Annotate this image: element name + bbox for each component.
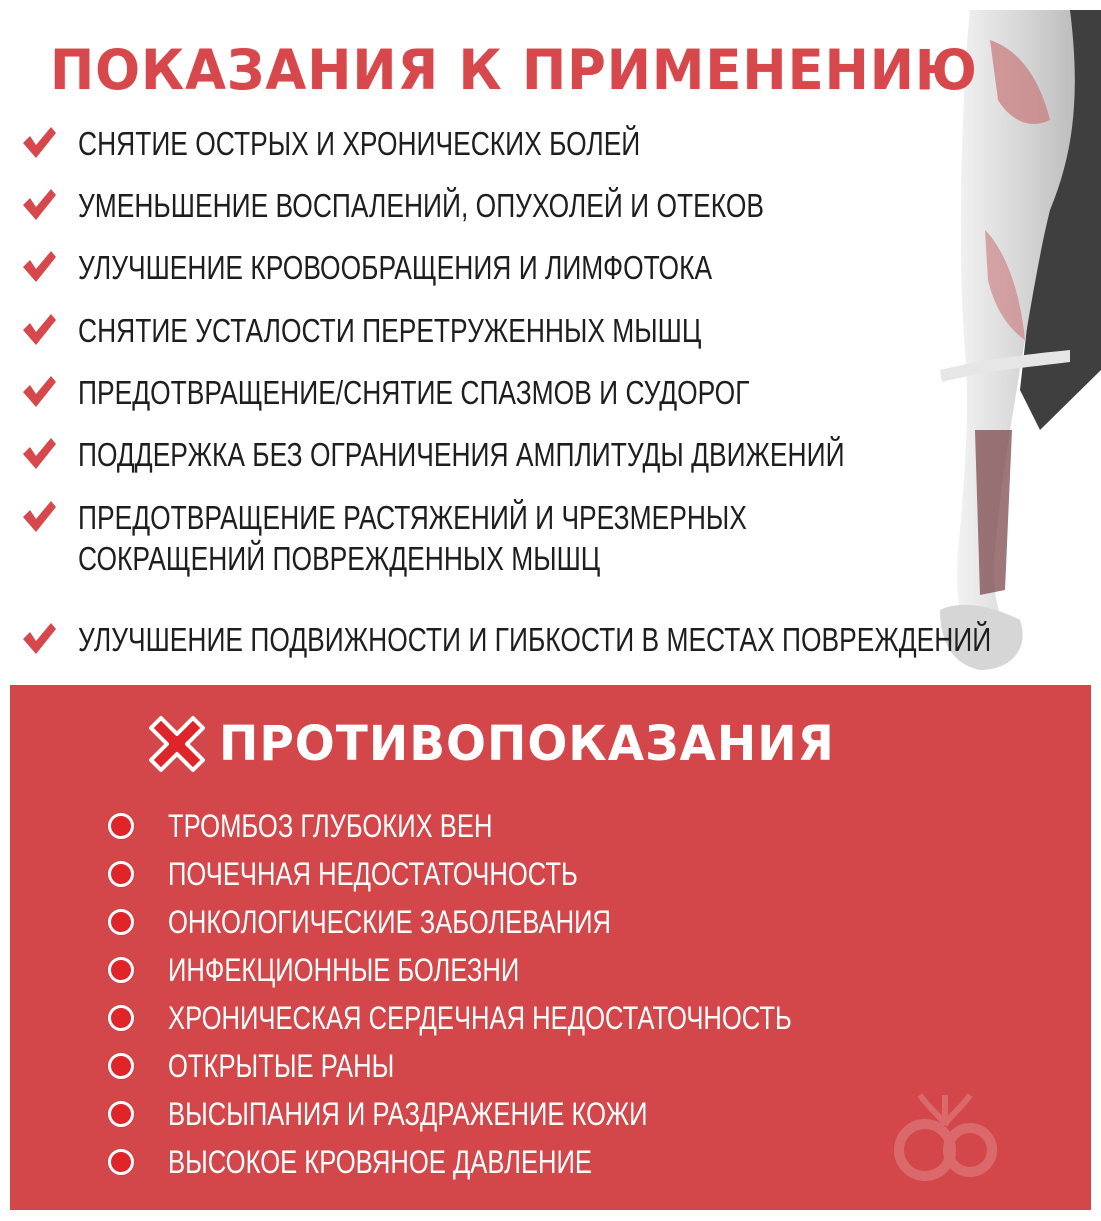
list-item (108, 852, 680, 896)
list-item (20, 619, 1095, 661)
list-item (108, 1140, 698, 1184)
list-item (20, 123, 1095, 165)
list-item (108, 804, 574, 848)
check-icon (20, 310, 58, 350)
indication-text: УЛУЧШЕНИЕ КРОВООБРАЩЕНИЯ И ЛИМФОТОКА (78, 249, 713, 286)
indication-text: СНЯТИЕ УСТАЛОСТИ ПЕРЕТРУЖЕННЫХ МЫШЦ (78, 312, 702, 349)
list-item (108, 1092, 767, 1136)
contraindication-text: ОТКРЫТЫЕ РАНЫ (168, 1048, 395, 1084)
contraindications-section (10, 685, 1091, 1210)
indication-text: УЛУЧШЕНИЕ ПОДВИЖНОСТИ И ГИБКОСТИ В МЕСТАХ ПОВРЕЖДЕНИЙ (78, 621, 992, 658)
indication-text: ПРЕДОТВРАЩЕНИЕ РАСТЯЖЕНИЙ И ЧРЕЗМЕРНЫХ СОКРАЩЕНИЙ ПОВРЕЖДЕННЫХ МЫШЦ (78, 499, 747, 577)
list-item (20, 185, 1095, 227)
contraindications-header (145, 709, 847, 779)
circle-bullet-icon (108, 861, 134, 887)
check-icon (20, 247, 58, 287)
check-icon (20, 619, 58, 659)
indication-text: ПРЕДОТВРАЩЕНИЕ/СНЯТИЕ СПАЗМОВ И СУДОРОГ (78, 374, 750, 411)
contraindication-text: ПОЧЕЧНАЯ НЕДОСТАТОЧНОСТЬ (168, 856, 578, 892)
contraindication-text: ВЫСОКОЕ КРОВЯНОЕ ДАВЛЕНИЕ (168, 1144, 592, 1180)
list-item (20, 497, 1095, 579)
contraindication-text: ХРОНИЧЕСКАЯ СЕРДЕЧНАЯ НЕДОСТАТОЧНОСТЬ (168, 1000, 792, 1036)
circle-bullet-icon (108, 1101, 134, 1127)
circle-bullet-icon (108, 1149, 134, 1175)
watermark-logo (890, 1085, 1000, 1185)
list-item (108, 900, 722, 944)
indication-text: СНЯТИЕ ОСТРЫХ И ХРОНИЧЕСКИХ БОЛЕЙ (78, 125, 641, 162)
list-item (108, 1044, 451, 1088)
indication-text: ПОДДЕРЖКА БЕЗ ОГРАНИЧЕНИЯ АМПЛИТУДЫ ДВИЖЕНИЙ (78, 436, 845, 473)
cross-icon (145, 712, 209, 776)
check-icon (20, 185, 58, 225)
indication-text: УМЕНЬШЕНИЕ ВОСПАЛЕНИЙ, ОПУХОЛЕЙ И ОТЕКОВ (78, 187, 764, 224)
list-item (20, 310, 1095, 352)
list-item (108, 996, 948, 1040)
indications-title: ПОКАЗАНИЯ К ПРИМЕНЕНИЮ (50, 38, 978, 102)
list-item (20, 372, 1095, 414)
circle-bullet-icon (108, 957, 134, 983)
circle-bullet-icon (108, 1005, 134, 1031)
check-icon (20, 434, 58, 474)
circle-bullet-icon (108, 813, 134, 839)
contraindications-title: ПРОТИВОПОКАЗАНИЯ (219, 716, 835, 772)
list-item (20, 434, 1095, 476)
check-icon (20, 497, 58, 537)
circle-bullet-icon (108, 909, 134, 935)
contraindication-text: ИНФЕКЦИОННЫЕ БОЛЕЗНИ (168, 952, 520, 988)
list-item (20, 247, 1095, 289)
contraindication-text: ВЫСЫПАНИЯ И РАЗДРАЖЕНИЕ КОЖИ (168, 1096, 648, 1132)
circle-bullet-icon (108, 1053, 134, 1079)
contraindication-text: ТРОМБОЗ ГЛУБОКИХ ВЕН (168, 808, 493, 844)
list-item (108, 948, 607, 992)
check-icon (20, 123, 58, 163)
contraindication-text: ОНКОЛОГИЧЕСКИЕ ЗАБОЛЕВАНИЯ (168, 904, 611, 940)
check-icon (20, 372, 58, 412)
